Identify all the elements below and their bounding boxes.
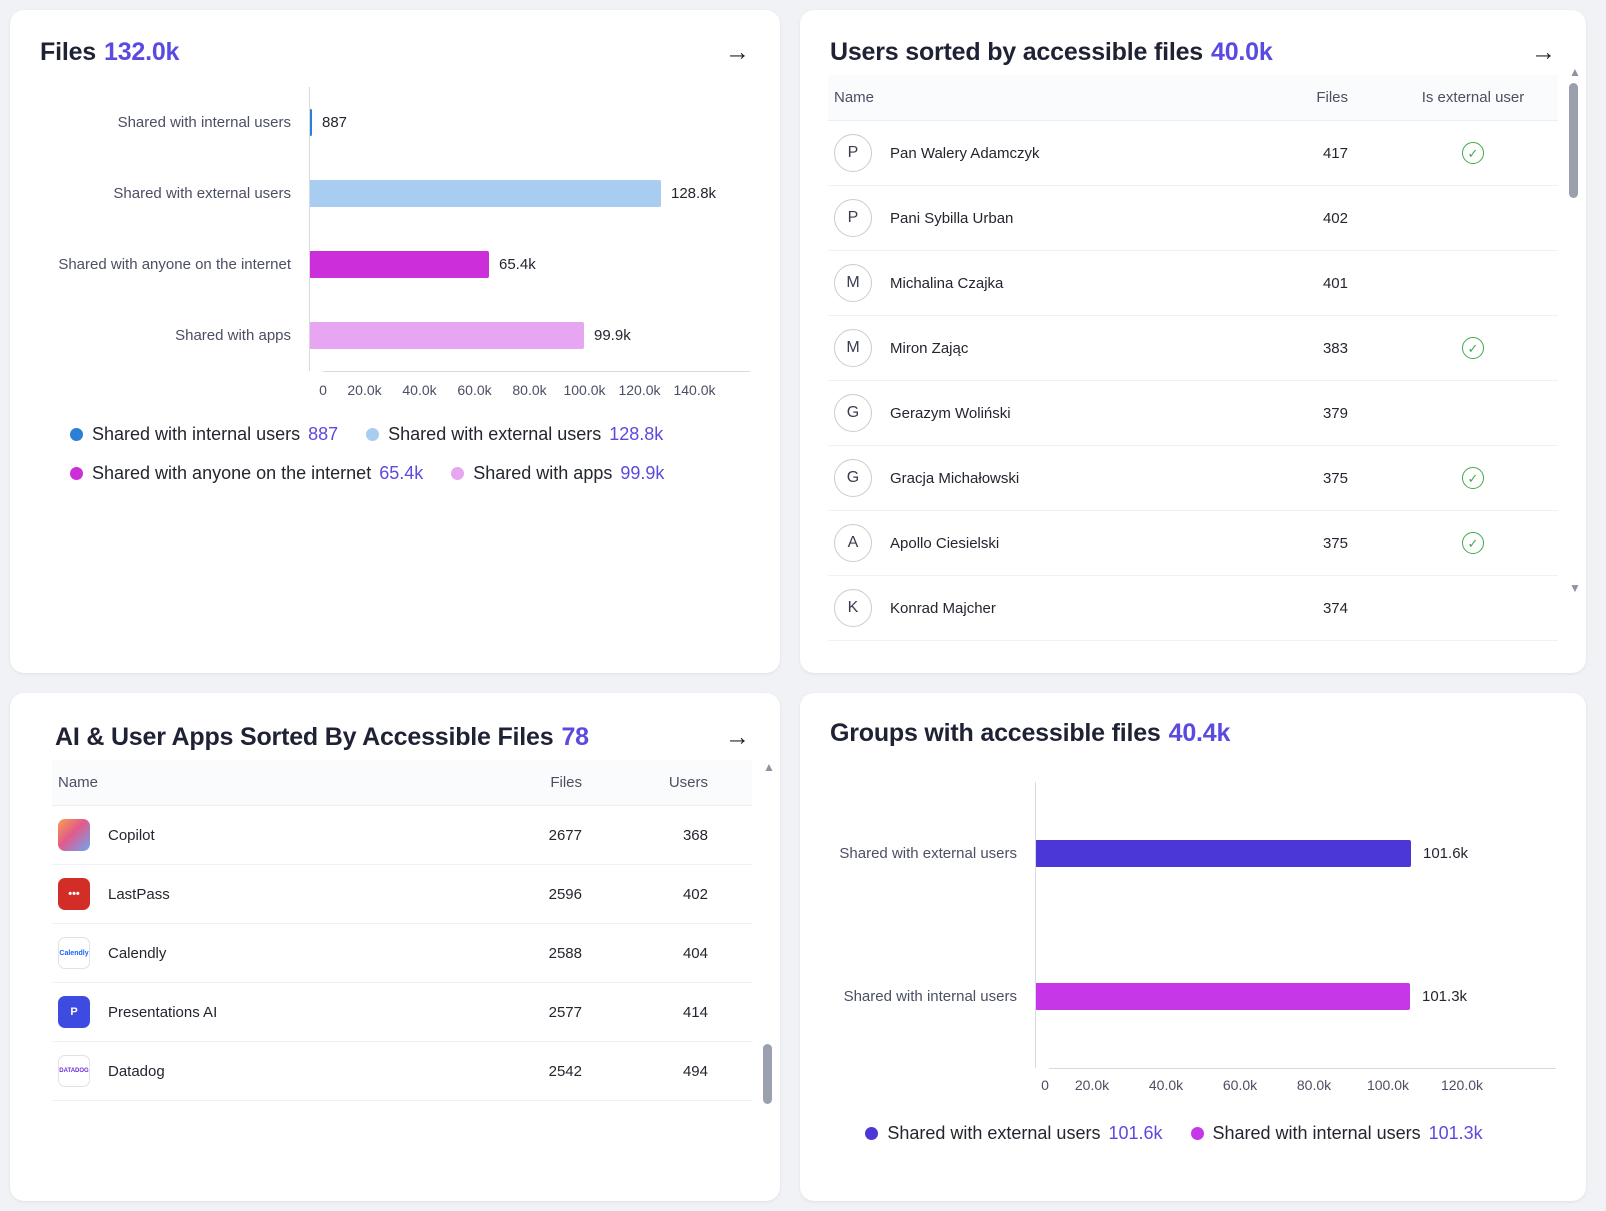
x-tick: 120.0k — [618, 382, 661, 398]
col-header-files[interactable]: Files — [502, 760, 622, 806]
avatar: P — [834, 134, 872, 172]
x-tick: 60.0k — [1222, 1077, 1258, 1093]
apps-total: 78 — [561, 723, 589, 751]
app-name: Datadog — [108, 1062, 165, 1080]
x-axis-ticks — [1035, 1069, 1556, 1093]
x-tick: 40.0k — [402, 382, 437, 398]
avatar: P — [834, 199, 872, 237]
user-files: 374 — [1268, 576, 1388, 641]
avatar: M — [834, 264, 872, 302]
scrollbar-thumb[interactable] — [1569, 83, 1578, 198]
apps-arrow-icon[interactable]: → — [725, 723, 750, 751]
app-files: 2588 — [502, 924, 622, 983]
col-header-users[interactable]: Users — [622, 760, 752, 806]
user-name-cell — [828, 251, 1268, 316]
page-title — [40, 38, 179, 67]
legend-dot-icon — [1191, 1127, 1204, 1140]
groups-card — [800, 693, 1586, 1201]
bar-row — [24, 87, 750, 158]
users-scrollbar[interactable] — [1569, 65, 1581, 595]
legend-value: 101.3k — [1428, 1123, 1483, 1143]
files-bar-chart — [10, 75, 780, 398]
legend-label: Shared with apps — [473, 463, 613, 483]
legend-dot-icon — [70, 428, 83, 441]
presentations-ai-icon: P — [58, 996, 90, 1028]
bar-label: Shared with external users — [113, 185, 291, 202]
copilot-icon — [58, 819, 90, 851]
external-flag — [1388, 121, 1558, 186]
bar-value: 128.8k — [671, 185, 717, 202]
legend-dot-icon — [451, 467, 464, 480]
external-flag — [1388, 381, 1558, 446]
bar-segment — [1035, 983, 1410, 1010]
scrollbar-thumb[interactable] — [763, 1044, 772, 1104]
apps-table-body — [52, 806, 752, 1101]
user-name-cell — [828, 381, 1268, 446]
bar-label: Shared with apps — [175, 327, 291, 344]
user-name-cell — [828, 121, 1268, 186]
user-name: Pan Walery Adamczyk — [890, 144, 1040, 162]
avatar: M — [834, 329, 872, 367]
x-tick: 80.0k — [512, 382, 547, 398]
files-legend — [10, 398, 780, 484]
avatar: G — [834, 394, 872, 432]
check-icon: ✓ — [1462, 467, 1484, 489]
legend-row — [70, 463, 750, 484]
groups-legend — [820, 1093, 1556, 1144]
files-title-text: Files — [40, 38, 96, 66]
bar-value: 65.4k — [499, 256, 536, 273]
apps-card-cell — [0, 683, 790, 1211]
x-tick: 20.0k — [1074, 1077, 1110, 1093]
bar-row — [820, 782, 1556, 925]
app-users: 368 — [622, 806, 752, 865]
users-title-text: Users sorted by accessible files — [830, 38, 1203, 66]
user-name: Pani Sybilla Urban — [890, 209, 1014, 227]
scroll-up-arrow-icon[interactable]: ▲ — [763, 760, 775, 774]
app-files: 2677 — [502, 806, 622, 865]
external-flag — [1388, 576, 1558, 641]
apps-table-wrap — [10, 760, 780, 1101]
legend-item — [366, 424, 663, 445]
user-name-cell — [828, 186, 1268, 251]
col-header-name[interactable]: Name — [828, 75, 1268, 121]
user-files: 401 — [1268, 251, 1388, 316]
app-name: Calendly — [108, 944, 167, 962]
bar-segment — [309, 180, 661, 207]
app-users: 414 — [622, 983, 752, 1042]
groups-title-text: Groups with accessible files — [830, 719, 1161, 747]
bar-segment — [1035, 840, 1411, 867]
bar-label: Shared with anyone on the internet — [58, 256, 291, 273]
legend-value: 65.4k — [379, 463, 424, 483]
bar-label: Shared with internal users — [843, 988, 1017, 1005]
scroll-down-arrow-icon[interactable]: ▼ — [1569, 581, 1581, 595]
col-header-name[interactable]: Name — [52, 760, 502, 806]
table-row[interactable] — [828, 121, 1558, 186]
app-users: 402 — [622, 865, 752, 924]
x-tick: 80.0k — [1296, 1077, 1332, 1093]
groups-bar-chart — [800, 756, 1586, 1144]
user-files: 375 — [1268, 446, 1388, 511]
groups-total: 40.4k — [1168, 719, 1231, 747]
bar-label: Shared with internal users — [117, 114, 291, 131]
apps-table — [52, 760, 752, 1101]
users-table-body — [828, 121, 1558, 641]
legend-label: Shared with external users — [887, 1123, 1101, 1143]
bar-plot — [1035, 925, 1556, 1068]
avatar: G — [834, 459, 872, 497]
avatar: A — [834, 524, 872, 562]
app-name: Presentations AI — [108, 1003, 218, 1021]
user-files: 383 — [1268, 316, 1388, 381]
groups-card-cell — [790, 683, 1596, 1211]
x-tick: 20.0k — [347, 382, 382, 398]
legend-item — [70, 424, 338, 445]
app-files: 2596 — [502, 865, 622, 924]
legend-item — [70, 463, 423, 484]
bar-plot — [1035, 782, 1556, 925]
legend-label: Shared with internal users — [1212, 1123, 1421, 1143]
table-row[interactable] — [52, 924, 752, 983]
bar-label: Shared with external users — [839, 845, 1017, 862]
files-card-header — [10, 10, 780, 75]
lastpass-icon: ••• — [58, 878, 90, 910]
table-row[interactable] — [828, 251, 1558, 316]
users-table — [828, 75, 1558, 641]
user-files: 379 — [1268, 381, 1388, 446]
bar-plot — [309, 87, 750, 158]
users-arrow-icon[interactable]: → — [1531, 38, 1556, 66]
user-files: 375 — [1268, 511, 1388, 576]
bar-row — [820, 925, 1556, 1068]
user-name: Apollo Ciesielski — [890, 534, 1000, 552]
check-icon: ✓ — [1462, 532, 1484, 554]
user-name: Gerazym Woliński — [890, 404, 1011, 422]
files-card — [10, 10, 780, 673]
check-icon: ✓ — [1462, 142, 1484, 164]
files-arrow-icon[interactable]: → — [725, 38, 750, 66]
user-name: Michalina Czajka — [890, 274, 1004, 292]
user-name: Konrad Majcher — [890, 599, 996, 617]
files-total: 132.0k — [103, 38, 180, 66]
col-header-external[interactable]: Is external user — [1388, 75, 1558, 121]
legend-value: 128.8k — [609, 424, 664, 444]
table-row[interactable] — [828, 186, 1558, 251]
x-tick: 40.0k — [1148, 1077, 1184, 1093]
external-flag — [1388, 186, 1558, 251]
users-title — [830, 38, 1273, 67]
external-flag — [1388, 446, 1558, 511]
bar-plot — [309, 300, 750, 371]
col-header-files[interactable]: Files — [1268, 75, 1388, 121]
bar-segment — [309, 109, 312, 136]
user-name-cell — [828, 446, 1268, 511]
external-flag — [1388, 251, 1558, 316]
app-users: 404 — [622, 924, 752, 983]
apps-title-text: AI & User Apps Sorted By Accessible Files — [55, 723, 554, 751]
bar-value: 101.6k — [1423, 845, 1469, 862]
apps-title — [55, 723, 589, 752]
legend-item — [1191, 1123, 1483, 1144]
x-tick: 60.0k — [457, 382, 492, 398]
calendly-icon: Calendly — [58, 937, 90, 969]
legend-value: 101.6k — [1108, 1123, 1163, 1143]
app-name-cell — [52, 1042, 502, 1101]
legend-value: 99.9k — [620, 463, 665, 483]
table-row[interactable] — [52, 983, 752, 1042]
apps-card — [10, 693, 780, 1201]
avatar: K — [834, 589, 872, 627]
legend-dot-icon — [865, 1127, 878, 1140]
legend-label: Shared with external users — [388, 424, 602, 444]
check-icon: ✓ — [1462, 337, 1484, 359]
bar-value: 101.3k — [1422, 988, 1468, 1005]
users-card-cell — [790, 0, 1596, 683]
groups-title — [830, 719, 1230, 748]
apps-table-head — [52, 760, 752, 806]
user-name: Gracja Michałowski — [890, 469, 1020, 487]
table-header-row — [828, 75, 1558, 121]
app-users: 494 — [622, 1042, 752, 1101]
table-row[interactable] — [828, 381, 1558, 446]
users-table-wrap — [800, 65, 1586, 641]
x-tick: 100.0k — [563, 382, 606, 398]
external-flag — [1388, 316, 1558, 381]
x-axis-ticks — [309, 372, 750, 398]
bar-value: 887 — [322, 114, 348, 131]
app-name-cell — [52, 806, 502, 865]
apps-scrollbar[interactable] — [763, 760, 775, 1140]
user-files: 417 — [1268, 121, 1388, 186]
app-files: 2542 — [502, 1042, 622, 1101]
bar-value: 99.9k — [594, 327, 631, 344]
bar-segment — [309, 322, 584, 349]
external-flag — [1388, 511, 1558, 576]
legend-item — [865, 1123, 1162, 1144]
bar-segment — [309, 251, 489, 278]
users-card — [800, 10, 1586, 673]
user-name-cell — [828, 576, 1268, 641]
bar-row — [24, 229, 750, 300]
users-card-header — [800, 10, 1586, 75]
apps-card-header — [10, 693, 780, 760]
scroll-up-arrow-icon[interactable]: ▲ — [1569, 65, 1581, 79]
x-tick: 120.0k — [1440, 1077, 1484, 1093]
app-name-cell — [52, 983, 502, 1042]
table-row[interactable] — [828, 316, 1558, 381]
legend-label: Shared with anyone on the internet — [92, 463, 372, 483]
app-name-cell — [52, 865, 502, 924]
legend-row — [70, 424, 750, 445]
users-table-head — [828, 75, 1558, 121]
legend-item — [451, 463, 664, 484]
app-name: Copilot — [108, 826, 155, 844]
table-row[interactable] — [52, 806, 752, 865]
x-tick: 140.0k — [673, 382, 716, 398]
x-tick: 100.0k — [1366, 1077, 1410, 1093]
table-row[interactable] — [52, 1042, 752, 1101]
user-files: 402 — [1268, 186, 1388, 251]
users-total: 40.0k — [1210, 38, 1273, 66]
app-name-cell — [52, 924, 502, 983]
table-row[interactable] — [828, 446, 1558, 511]
legend-label: Shared with internal users — [92, 424, 301, 444]
groups-card-header — [800, 693, 1586, 756]
user-name-cell — [828, 316, 1268, 381]
app-files: 2577 — [502, 983, 622, 1042]
user-name-cell — [828, 511, 1268, 576]
table-header-row — [52, 760, 752, 806]
legend-dot-icon — [70, 467, 83, 480]
table-row[interactable] — [828, 511, 1558, 576]
datadog-icon: DATADOG — [58, 1055, 90, 1087]
app-name: LastPass — [108, 885, 170, 903]
x-tick: 0 — [1041, 1077, 1049, 1093]
x-tick: 0 — [319, 382, 327, 398]
user-name: Miron Zając — [890, 339, 969, 357]
table-row[interactable] — [52, 865, 752, 924]
bar-row — [24, 300, 750, 371]
files-card-cell — [0, 0, 790, 683]
table-row[interactable] — [828, 576, 1558, 641]
legend-dot-icon — [366, 428, 379, 441]
bar-plot — [309, 158, 750, 229]
bar-row — [24, 158, 750, 229]
bar-plot — [309, 229, 750, 300]
legend-value: 887 — [308, 424, 339, 444]
